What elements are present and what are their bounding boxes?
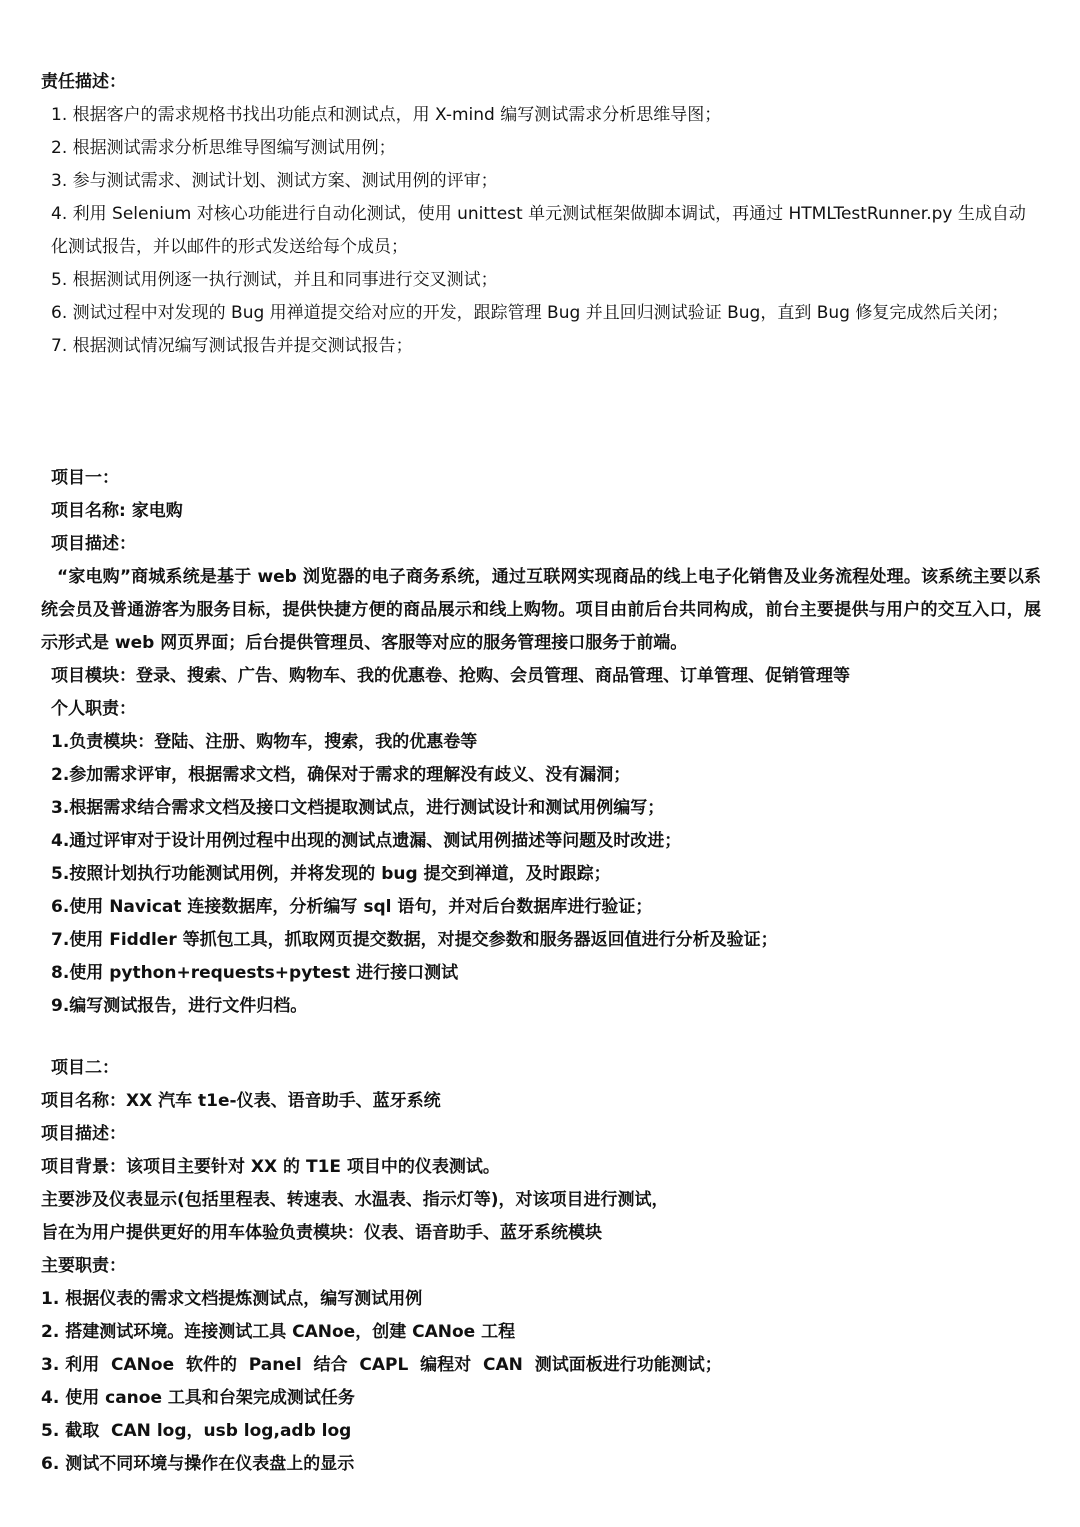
project1-duty-1: 1.负责模块：登陆、注册、购物车，搜索，我的优惠卷等 <box>51 732 478 752</box>
resp-item-3: 3. 参与测试需求、测试计划、测试方案、测试用例的评审； <box>51 171 498 191</box>
resp-item-6: 6. 测试过程中对发现的 Bug 用禅道提交给对应的开发，跟踪管理 Bug 并且回归测试验证 Bug，直到 Bug 修复完成然后关闭； <box>51 303 1009 323</box>
resp-item-4: 4. 利用 Selenium 对核心功能进行自动化测试，使用 unittest 单元测试框架做脚本调试，再通过 HTMLTestRunner.py 生成自动化测试报告，并以邮件的形式发送给每个成员； <box>51 204 1026 257</box>
project1-duties-label: 个人职责： <box>51 699 136 719</box>
project2-duty-2: 2. 搭建测试环境。连接测试工具 CANoe，创建 CANoe 工程 <box>41 1322 516 1342</box>
project1-heading: 项目一： <box>51 468 119 488</box>
project1-desc-label: 项目描述： <box>51 534 136 554</box>
project2-goal: 旨在为用户提供更好的用车体验负责模块：仪表、语音助手、蓝牙系统模块 <box>41 1223 602 1243</box>
project2-duty-3: 3. 利用 CANoe 软件的 Panel 结合 CAPL 编程对 CAN 测试面板进行功能测试； <box>41 1355 722 1375</box>
project2-scope: 主要涉及仪表显示(包括里程表、转速表、水温表、指示灯等)，对该项目进行测试， <box>41 1190 669 1210</box>
project1-duty-5: 5.按照计划执行功能测试用例，并将发现的 bug 提交到禅道，及时跟踪； <box>51 864 611 884</box>
project1-section <box>41 462 1041 1023</box>
project1-duty-6: 6.使用 Navicat 连接数据库，分析编写 sql 语句，并对后台数据库进行验证； <box>51 897 653 917</box>
project1-duty-8: 8.使用 python+requests+pytest 进行接口测试 <box>51 963 459 983</box>
resp-item-1: 1. 根据客户的需求规格书找出功能点和测试点，用 X-mind 编写测试需求分析思维导图； <box>51 105 722 125</box>
project2-duty-5: 5. 截取 CAN log，usb log,adb log <box>41 1421 352 1441</box>
responsibilities-list <box>41 99 1041 363</box>
responsibilities-section <box>41 66 1041 363</box>
project1-description: “家电购”商城系统是基于 web 浏览器的电子商务系统，通过互联网实现商品的线上电子化销售及业务流程处理。该系统主要以系统会员及普通游客为服务目标，提供快捷方便的商品展示和线上购物。项目由前后台共同构成，前台主要提供与用户的交互入口，展示形式是 web 网页界面；后台提供管理员、客服等对应的服务管理接口服务于前端。 <box>41 567 1041 653</box>
project1-modules: 项目模块：登录、搜索、广告、购物车、我的优惠卷、抢购、会员管理、商品管理、订单管理、促销管理等 <box>51 666 850 686</box>
project1-duty-2: 2.参加需求评审，根据需求文档，确保对于需求的理解没有歧义、没有漏洞； <box>51 765 631 785</box>
project2-section <box>41 1052 1041 1481</box>
responsibilities-title: 责任描述： <box>41 72 126 92</box>
project2-duty-6: 6. 测试不同环境与操作在仪表盘上的显示 <box>41 1454 355 1474</box>
project2-duty-1: 1. 根据仪表的需求文档提炼测试点，编写测试用例 <box>41 1289 423 1309</box>
project1-duty-9: 9.编写测试报告，进行文件归档。 <box>51 996 308 1016</box>
project2-desc-label: 项目描述： <box>41 1124 126 1144</box>
resp-item-5: 5. 根据测试用例逐一执行测试，并且和同事进行交叉测试； <box>51 270 498 290</box>
project1-duty-3: 3.根据需求结合需求文档及接口文档提取测试点，进行测试设计和测试用例编写； <box>51 798 665 818</box>
project1-duty-7: 7.使用 Fiddler 等抓包工具，抓取网页提交数据，对提交参数和服务器返回值进行分析及验证； <box>51 930 778 950</box>
project1-name: 项目名称: 家电购 <box>51 501 183 521</box>
project2-duty-4: 4. 使用 canoe 工具和台架完成测试任务 <box>41 1388 355 1408</box>
project2-heading: 项目二： <box>51 1058 119 1078</box>
project2-duties-label: 主要职责： <box>41 1256 126 1276</box>
project2-background: 项目背景：该项目主要针对 XX 的 T1E 项目中的仪表测试。 <box>41 1157 500 1177</box>
resp-item-7: 7. 根据测试情况编写测试报告并提交测试报告； <box>51 336 413 356</box>
project2-name: 项目名称：XX 汽车 t1e-仪表、语音助手、蓝牙系统 <box>41 1091 441 1111</box>
project1-duty-4: 4.通过评审对于设计用例过程中出现的测试点遗漏、测试用例描述等问题及时改进； <box>51 831 682 851</box>
resp-item-2: 2. 根据测试需求分析思维导图编写测试用例； <box>51 138 396 158</box>
